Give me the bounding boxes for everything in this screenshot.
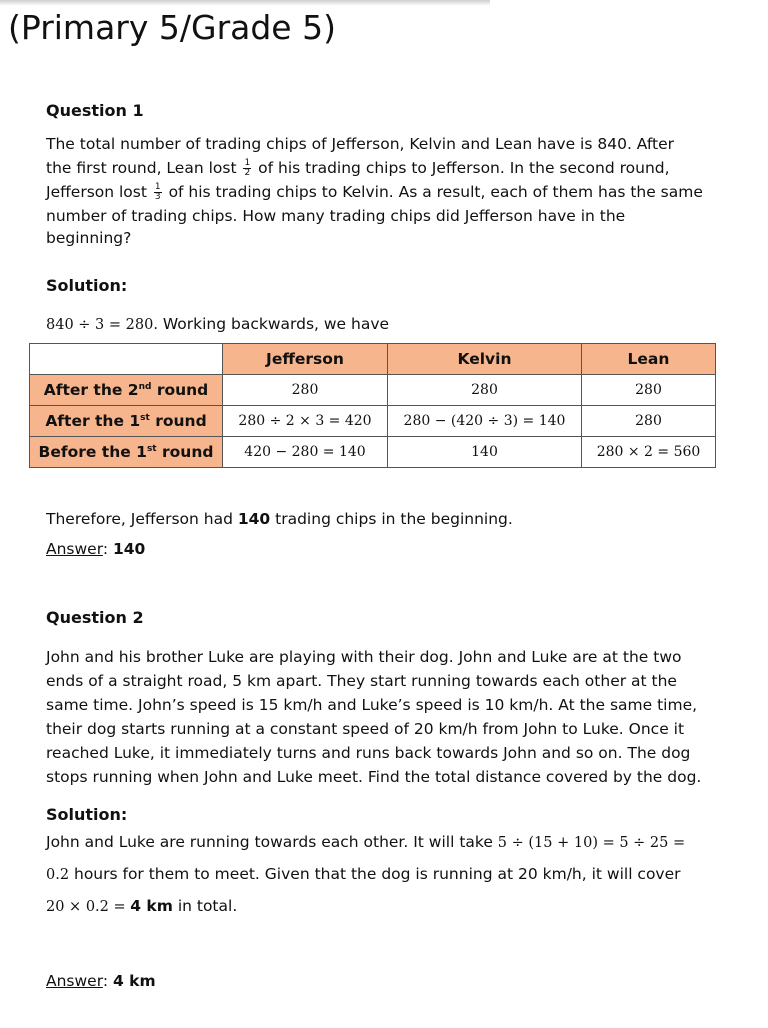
table-cell: 420 − 280 = 140 <box>223 437 388 468</box>
q2-line: same time. John’s speed is 15 km/h and Luke’s speed is 10 km/h. At the same time, <box>46 696 698 714</box>
q2-solution-label: Solution: <box>46 805 128 824</box>
question-1-heading: Question 1 <box>46 101 144 120</box>
table-header-row <box>30 344 716 375</box>
q2-line: John and his brother Luke are playing with their dog. John and Luke are at the two <box>46 648 682 666</box>
table-row <box>30 406 716 437</box>
q2-solution-text-start: John and Luke are running towards each other. It will take <box>46 833 498 851</box>
fraction-one-half <box>243 159 251 178</box>
table-cell: 280 − (420 ÷ 3) = 140 <box>388 406 582 437</box>
question-1-text <box>46 132 706 248</box>
q2-solution-text-middle: hours for them to meet. Given that the dog is running at 20 km/h, it will cover <box>69 865 681 883</box>
q1-line-2-end: of his trading chips to Jefferson. In the second round, <box>258 159 670 177</box>
answer-colon: : <box>102 972 113 990</box>
table-row <box>30 437 716 468</box>
q2-solution-text-end: in total. <box>172 897 238 915</box>
q1-conclusion <box>46 508 706 530</box>
answer-value: 140 <box>112 540 146 558</box>
fraction-denominator: 3 <box>154 192 161 202</box>
header-kelvin: Kelvin <box>388 344 582 375</box>
fraction-numerator: 1 <box>154 182 161 192</box>
fraction-numerator: 1 <box>244 158 251 168</box>
row-label: After the 1st round <box>30 406 223 437</box>
q2-solution-line-3 <box>46 891 706 923</box>
answer-label: Answer <box>46 540 103 558</box>
table-cell: 280 <box>388 375 582 406</box>
q2-solution-line-2 <box>46 859 706 891</box>
header-jefferson: Jefferson <box>223 344 388 375</box>
q1-line-5: beginning? <box>46 229 132 247</box>
header-lean: Lean <box>582 344 716 375</box>
q1-answer <box>46 538 706 560</box>
q2-solution-math: 20 × 0.2 = <box>46 899 131 915</box>
answer-value: 4 km <box>112 972 156 990</box>
q2-solution-math: 5 ÷ (15 + 10) = 5 ÷ 25 = <box>497 835 686 851</box>
q2-solution-line-1 <box>46 827 706 859</box>
q2-solution-math: 0.2 <box>46 867 70 883</box>
q2-line: stops running when John and Luke meet. Find the total distance covered by the dog. <box>46 768 702 786</box>
answer-label: Answer <box>46 972 103 990</box>
table-cell: 280 × 2 = 560 <box>582 437 716 468</box>
q1-calculation-text: Working backwards, we have <box>157 315 390 333</box>
row-label: After the 2nd round <box>30 375 223 406</box>
q1-line-3-start: Jefferson lost <box>46 183 147 201</box>
q1-line-2 <box>46 156 706 180</box>
table-cell: 280 <box>223 375 388 406</box>
q1-calculation-math: 840 ÷ 3 = 280. <box>46 317 158 333</box>
q1-line-2-start: the first round, Lean lost <box>46 159 237 177</box>
solution-table <box>29 343 716 468</box>
q1-line-4: number of trading chips. How many trading chips did Jefferson have in the <box>46 207 626 225</box>
table-row <box>30 375 716 406</box>
table-cell: 280 ÷ 2 × 3 = 420 <box>223 406 388 437</box>
q1-calculation <box>46 313 706 336</box>
q1-line-3 <box>46 180 706 204</box>
question-2-text <box>46 645 706 789</box>
answer-colon: : <box>102 540 113 558</box>
q1-line-1: The total number of trading chips of Jefferson, Kelvin and Lean have is 840. After <box>46 135 675 153</box>
q2-line: ends of a straight road, 5 km apart. They start running towards each other at the <box>46 672 677 690</box>
fraction-one-third <box>154 183 162 202</box>
table-cell: 140 <box>388 437 582 468</box>
page-title: (Primary 5/Grade 5) <box>8 8 336 47</box>
question-2-heading: Question 2 <box>46 608 144 627</box>
table-corner-cell <box>30 344 223 375</box>
q1-conclusion-text: Therefore, Jefferson had <box>46 510 238 528</box>
q2-line: their dog starts running at a constant speed of 20 km/h from John to Luke. Once it <box>46 720 685 738</box>
fraction-denominator: 2 <box>244 168 251 178</box>
q1-line-3-end: of his trading chips to Kelvin. As a result, each of them has the same <box>168 183 703 201</box>
q1-solution-label: Solution: <box>46 276 128 295</box>
q2-line: reached Luke, it immediately turns and runs back towards John and so on. The dog <box>46 744 691 762</box>
table-cell: 280 <box>582 375 716 406</box>
q1-conclusion-value: 140 <box>237 510 271 528</box>
table-cell: 280 <box>582 406 716 437</box>
q1-conclusion-end: trading chips in the beginning. <box>270 510 513 528</box>
q2-answer <box>46 970 706 992</box>
row-label: Before the 1st round <box>30 437 223 468</box>
q2-solution-result: 4 km <box>130 897 173 915</box>
q2-solution-text <box>46 827 706 923</box>
